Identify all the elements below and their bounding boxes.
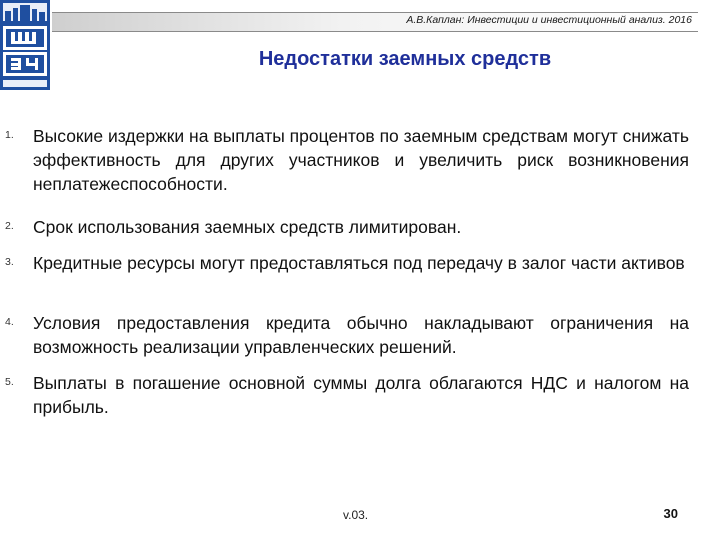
page-number: 30 (663, 506, 678, 521)
slide-title: Недостатки заемных средств (258, 48, 552, 70)
list-item-text: Условия предоставления кредита обычно накладывают ограничения на возможность реализации управленческих решений. (33, 313, 689, 357)
list-item-number: 5. (5, 376, 14, 388)
list-item-number: 1. (5, 129, 14, 141)
list-item-text: Срок использования заемных средств лимитирован. (33, 217, 462, 237)
university-logo (0, 0, 50, 90)
lettermark-icon (3, 26, 47, 76)
list-item-text: Кредитные ресурсы могут предоставляться под передачу в залог части активов (33, 253, 685, 273)
building-skyline-icon (3, 3, 47, 21)
logo-caption-band (3, 80, 47, 87)
version-label: v.03. (343, 508, 369, 522)
list-item-text: Выплаты в погашение основной суммы долга облагаются НДС и налогом на прибыль. (33, 373, 689, 417)
course-caption: А.В.Каплан: Инвестиции и инвестиционный анализ. 2016 (406, 14, 692, 26)
list-item-number: 4. (5, 316, 14, 328)
list-item-number: 3. (5, 256, 14, 268)
list-item-number: 2. (5, 220, 14, 232)
list-item-text: Высокие издержки на выплаты процентов по заемным средствам могут снижать эффективность для других участников и увеличить риск возникновения неплатежеспособности. (33, 126, 689, 194)
